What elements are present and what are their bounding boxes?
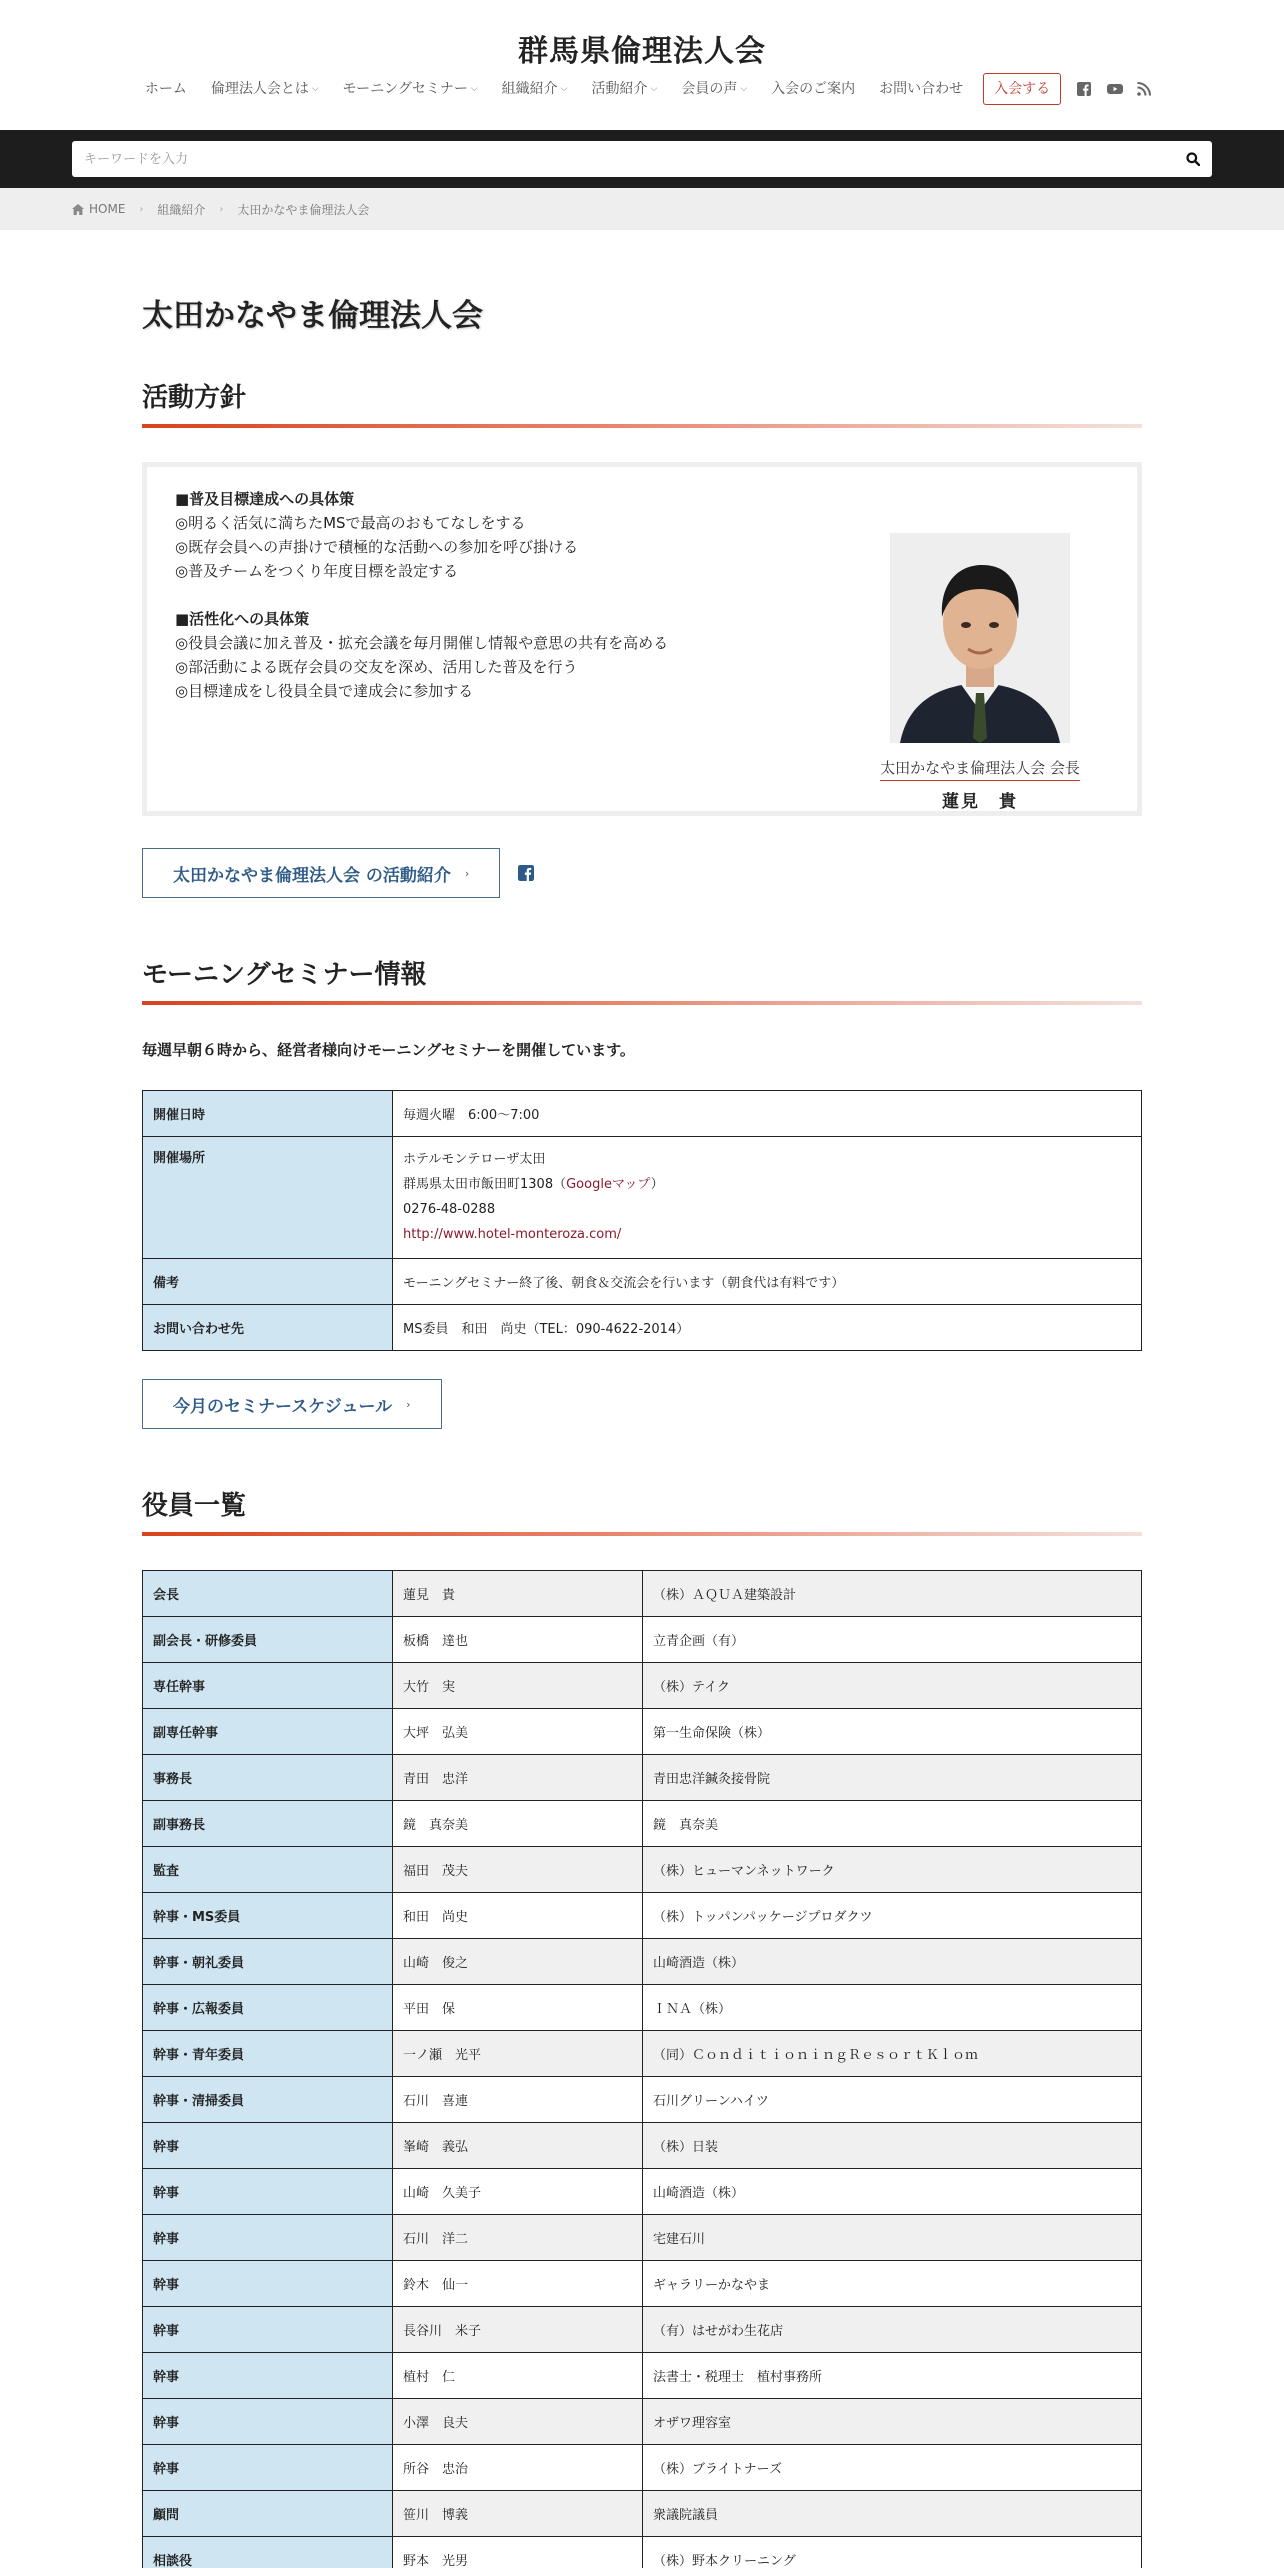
officer-name: 平田 保 xyxy=(393,1985,643,2031)
officer-name: 鈴木 仙一 xyxy=(393,2261,643,2307)
activity-button-label: 太田かなやま倫理法人会 の活動紹介 xyxy=(173,865,451,886)
officer-role: 幹事 xyxy=(143,2123,393,2169)
officer-company: 立青企画（有） xyxy=(643,1617,1142,1663)
table-row xyxy=(143,2169,1142,2215)
president-photo xyxy=(890,533,1070,743)
officer-role: 幹事 xyxy=(143,2445,393,2491)
policy-item: ◎部活動による既存会員の交友を深め、活用した普及を行う xyxy=(175,658,578,676)
officer-name: 板橋 達也 xyxy=(393,1617,643,1663)
table-row xyxy=(143,2077,1142,2123)
breadcrumb xyxy=(0,188,1284,230)
facebook-icon[interactable] xyxy=(1077,82,1091,96)
officer-name: 蓮見 貴 xyxy=(393,1571,643,1617)
officer-company: 青田忠洋鍼灸接骨院 xyxy=(643,1755,1142,1801)
officer-company: 法書士・税理士 植村事務所 xyxy=(643,2353,1142,2399)
social-links xyxy=(1077,82,1151,96)
officer-company: 石川グリーンハイツ xyxy=(643,2077,1142,2123)
officer-role: 顧問 xyxy=(143,2491,393,2537)
officer-name: 笹川 博義 xyxy=(393,2491,643,2537)
table-row xyxy=(143,1985,1142,2031)
officer-company: （同）ＣｏｎｄｉｔｉｏｎｉｎｇＲｅｓｏｒｔＫｌｏｍ xyxy=(643,2031,1142,2077)
table-row xyxy=(143,1305,1142,1351)
table-row xyxy=(143,1137,1142,1259)
officer-name: 一ノ瀬 光平 xyxy=(393,2031,643,2077)
facebook-icon[interactable] xyxy=(518,865,534,881)
officer-company: 第一生命保険（株） xyxy=(643,1709,1142,1755)
officer-company: オザワ理容室 xyxy=(643,2399,1142,2445)
table-row xyxy=(143,2307,1142,2353)
officer-name: 鏡 真奈美 xyxy=(393,1801,643,1847)
president-title: 太田かなやま倫理法人会 会長 xyxy=(880,757,1080,781)
schedule-button[interactable] xyxy=(142,1379,442,1429)
table-row xyxy=(143,1939,1142,1985)
seminar-value: 毎週火曜 6:00～7:00 xyxy=(393,1091,1142,1137)
officer-company: ＩＮＡ（株） xyxy=(643,1985,1142,2031)
google-map-link[interactable]: Googleマップ xyxy=(566,1177,651,1192)
officer-role: 幹事・清掃委員 xyxy=(143,2077,393,2123)
policy-heading: 活動方針 xyxy=(142,377,1142,428)
site-header xyxy=(0,0,1284,130)
chevron-down-icon: ⌵ xyxy=(470,84,478,94)
schedule-row xyxy=(142,1379,1142,1429)
chevron-right-icon: › xyxy=(139,203,144,215)
venue-phone: 0276-48-0288 xyxy=(403,1202,496,1217)
breadcrumb-home[interactable]: HOME xyxy=(72,202,125,216)
table-row xyxy=(143,1709,1142,1755)
table-row xyxy=(143,2491,1142,2537)
officer-company: 山崎酒造（株） xyxy=(643,2169,1142,2215)
nav-item[interactable]: お問い合わせ xyxy=(879,81,964,97)
table-row xyxy=(143,2445,1142,2491)
table-row xyxy=(143,1893,1142,1939)
main-content xyxy=(142,230,1142,2568)
table-row xyxy=(143,2123,1142,2169)
venue-name: ホテルモンテローザ太田 xyxy=(403,1152,546,1167)
officer-name: 所谷 忠治 xyxy=(393,2445,643,2491)
schedule-button-label: 今月のセミナースケジュール xyxy=(173,1396,393,1417)
policy-text xyxy=(175,485,668,791)
officer-company: （株）日装 xyxy=(643,2123,1142,2169)
breadcrumb-item[interactable]: 組織紹介 xyxy=(157,202,206,217)
table-row xyxy=(143,2031,1142,2077)
policy-block-title: ■活性化への具体策 xyxy=(175,610,310,628)
officer-company: （有）はせがわ生花店 xyxy=(643,2307,1142,2353)
officer-role: 幹事 xyxy=(143,2307,393,2353)
table-row xyxy=(143,2399,1142,2445)
policy-block-title: ■普及目標達成への具体策 xyxy=(175,490,355,508)
activity-button[interactable] xyxy=(142,848,500,898)
officer-name: 大竹 実 xyxy=(393,1663,643,1709)
nav-item[interactable]: 活動紹介 ⌵ xyxy=(580,72,670,106)
officer-role: 幹事 xyxy=(143,2261,393,2307)
officer-name: 野本 光男 xyxy=(393,2537,643,2568)
seminar-table xyxy=(142,1090,1142,1351)
officer-role: 副事務長 xyxy=(143,1801,393,1847)
chevron-right-icon: › xyxy=(464,866,470,880)
table-row xyxy=(143,2215,1142,2261)
search-icon[interactable] xyxy=(1186,152,1200,166)
chevron-right-icon: › xyxy=(406,1397,411,1411)
president-name: 蓮見 貴 xyxy=(942,792,1018,812)
officer-role: 監査 xyxy=(143,1847,393,1893)
nav-item[interactable]: モーニングセミナー ⌵ xyxy=(331,72,490,106)
chevron-down-icon: ⌵ xyxy=(311,84,319,94)
officer-name: 長谷川 米子 xyxy=(393,2307,643,2353)
officer-company: （株）ブライトナーズ xyxy=(643,2445,1142,2491)
officer-role: 幹事 xyxy=(143,2353,393,2399)
search-box xyxy=(72,141,1212,177)
officer-role: 幹事 xyxy=(143,2399,393,2445)
table-row xyxy=(143,1801,1142,1847)
president-card xyxy=(865,485,1095,812)
nav-item[interactable]: 入会のご案内 xyxy=(771,81,856,97)
officer-role: 会長 xyxy=(143,1571,393,1617)
officer-name: 大坪 弘美 xyxy=(393,1709,643,1755)
table-row xyxy=(143,1091,1142,1137)
policy-item: ◎普及チームをつくり年度目標を設定する xyxy=(175,562,459,580)
search-input[interactable] xyxy=(84,152,1186,167)
breadcrumb-current: 太田かなやま倫理法人会 xyxy=(237,202,370,217)
join-button[interactable]: 入会する xyxy=(983,73,1061,105)
officer-name: 山崎 俊之 xyxy=(393,1939,643,1985)
officer-company: （株）野本クリーニング xyxy=(643,2537,1142,2568)
officer-name: 和田 尚史 xyxy=(393,1893,643,1939)
table-row xyxy=(143,2261,1142,2307)
chevron-down-icon: ⌵ xyxy=(740,84,748,94)
policy-box xyxy=(142,462,1142,816)
seminar-key: お問い合わせ先 xyxy=(143,1305,393,1351)
officer-name: 植村 仁 xyxy=(393,2353,643,2399)
nav-item[interactable]: 倫理法人会とは ⌵ xyxy=(199,72,331,106)
table-row xyxy=(143,1259,1142,1305)
officer-company: （株）ヒューマンネットワーク xyxy=(643,1847,1142,1893)
youtube-icon[interactable] xyxy=(1107,82,1121,96)
nav-item[interactable]: 会員の声 ⌵ xyxy=(669,72,759,106)
officer-role: 副専任幹事 xyxy=(143,1709,393,1755)
table-row xyxy=(143,1663,1142,1709)
global-nav xyxy=(0,72,1284,106)
nav-item[interactable]: 組織紹介 ⌵ xyxy=(490,72,580,106)
seminar-key: 備考 xyxy=(143,1259,393,1305)
officer-name: 山崎 久美子 xyxy=(393,2169,643,2215)
venue-url-link[interactable]: http://www.hotel-monteroza.com/ xyxy=(403,1227,622,1242)
table-row xyxy=(143,2353,1142,2399)
officer-company: 鏡 真奈美 xyxy=(643,1801,1142,1847)
officer-company: 山崎酒造（株） xyxy=(643,1939,1142,1985)
officer-name: 青田 忠洋 xyxy=(393,1755,643,1801)
page-title: 太田かなやま倫理法人会 xyxy=(142,298,483,334)
officer-role: 事務長 xyxy=(143,1755,393,1801)
officers-table xyxy=(142,1570,1142,2568)
rss-icon[interactable] xyxy=(1137,82,1151,96)
policy-item: ◎目標達成をし役員全員で達成会に参加する xyxy=(175,682,474,700)
officer-name: 峯崎 義弘 xyxy=(393,2123,643,2169)
activity-link-row xyxy=(142,848,1142,898)
table-row xyxy=(143,1617,1142,1663)
seminar-value: モーニングセミナー終了後、朝食＆交流会を行います（朝食代は有料です） xyxy=(393,1259,1142,1305)
officer-role: 幹事・青年委員 xyxy=(143,2031,393,2077)
officer-name: 石川 喜連 xyxy=(393,2077,643,2123)
officer-name: 福田 茂夫 xyxy=(393,1847,643,1893)
nav-item[interactable]: ホーム xyxy=(144,81,187,97)
table-row xyxy=(143,1847,1142,1893)
table-row xyxy=(143,1755,1142,1801)
officer-role: 幹事・MS委員 xyxy=(143,1893,393,1939)
table-row xyxy=(143,1571,1142,1617)
policy-item: ◎既存会員への声掛けで積極的な活動への参加を呼び掛ける xyxy=(175,538,579,556)
officer-company: 宅建石川 xyxy=(643,2215,1142,2261)
seminar-heading: モーニングセミナー情報 xyxy=(142,954,1142,1005)
officer-role: 幹事 xyxy=(143,2169,393,2215)
home-icon xyxy=(72,204,84,215)
chevron-right-icon: › xyxy=(219,203,224,215)
officers-heading: 役員一覧 xyxy=(142,1485,1142,1536)
site-title[interactable]: 群馬県倫理法人会 xyxy=(518,34,766,69)
chevron-down-icon: ⌵ xyxy=(560,84,568,94)
seminar-key: 開催日時 xyxy=(143,1091,393,1137)
officer-name: 小澤 良夫 xyxy=(393,2399,643,2445)
officer-name: 石川 洋二 xyxy=(393,2215,643,2261)
officer-role: 専任幹事 xyxy=(143,1663,393,1709)
officer-role: 幹事 xyxy=(143,2215,393,2261)
officer-company: 衆議院議員 xyxy=(643,2491,1142,2537)
officer-role: 幹事・朝礼委員 xyxy=(143,1939,393,1985)
officer-company: （株）トッパンパッケージプロダクツ xyxy=(643,1893,1142,1939)
chevron-down-icon: ⌵ xyxy=(650,84,658,94)
venue-address: 群馬県太田市飯田町1308（Googleマップ） xyxy=(403,1177,664,1192)
seminar-venue-cell xyxy=(393,1137,1142,1259)
officer-role: 副会長・研修委員 xyxy=(143,1617,393,1663)
officer-company: ギャラリーかなやま xyxy=(643,2261,1142,2307)
policy-item: ◎明るく活気に満ちたMSで最高のおもてなしをする xyxy=(175,514,526,532)
table-row xyxy=(143,2537,1142,2568)
search-band xyxy=(0,130,1284,188)
policy-item: ◎役員会議に加え普及・拡充会議を毎月開催し情報や意思の共有を高める xyxy=(175,634,669,652)
officer-role: 相談役 xyxy=(143,2537,393,2568)
officer-company: （株）テイク xyxy=(643,1663,1142,1709)
seminar-key: 開催場所 xyxy=(143,1137,393,1259)
seminar-lead: 毎週早朝６時から、経営者様向けモーニングセミナーを開催しています。 xyxy=(142,1041,635,1059)
officer-role: 幹事・広報委員 xyxy=(143,1985,393,2031)
officer-company: （株）ＡＱＵＡ建築設計 xyxy=(643,1571,1142,1617)
seminar-value: MS委員 和田 尚史（TEL：090-4622-2014） xyxy=(393,1305,1142,1351)
